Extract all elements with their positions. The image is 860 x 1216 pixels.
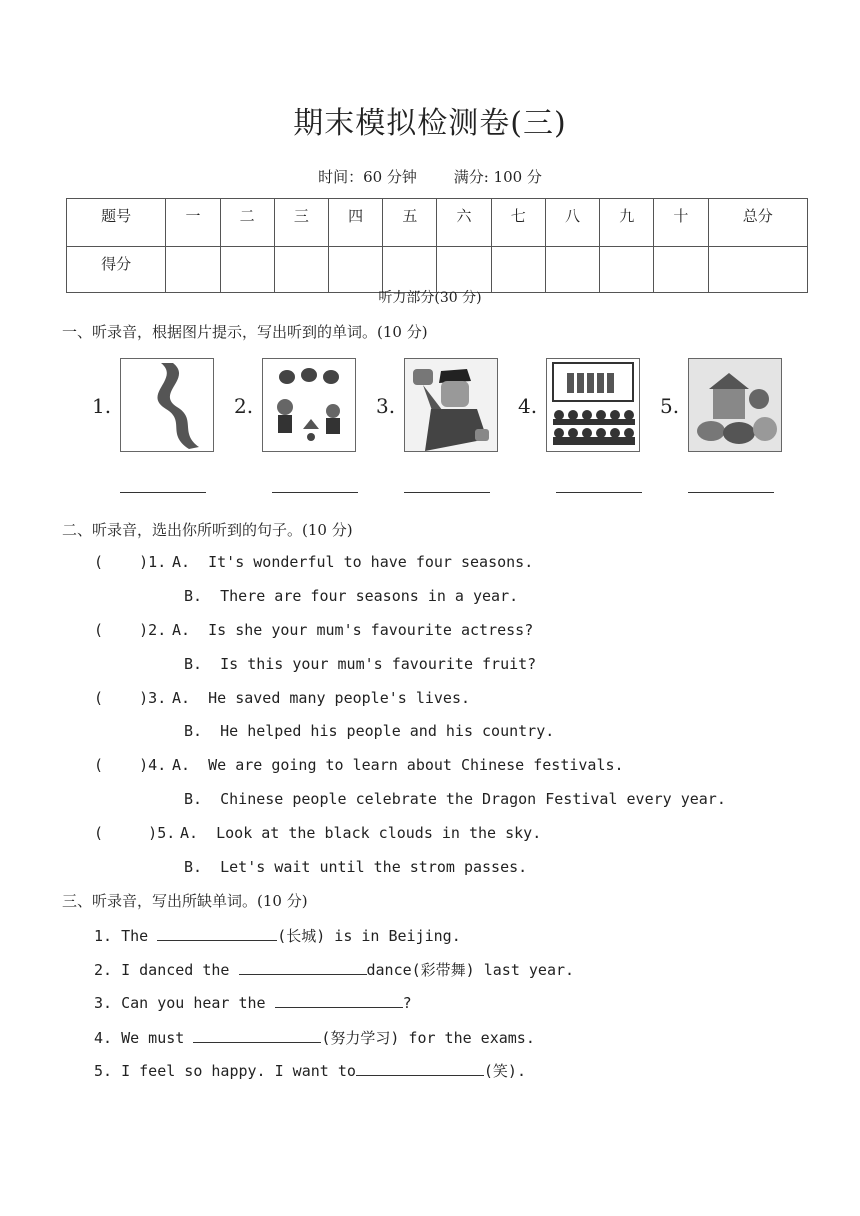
score-cell[interactable] (383, 247, 437, 293)
header-cell: 四 (329, 199, 383, 247)
fill-blank[interactable] (239, 960, 367, 975)
fill-item-before: Can you hear the (121, 994, 275, 1012)
fill-item-1 (94, 925, 461, 946)
picture-number: 1. (92, 394, 112, 418)
fill-item-before: We must (121, 1029, 194, 1047)
fill-item-after: (努力学习) for the exams. (321, 1029, 535, 1047)
fill-item-number: 5. (94, 1062, 113, 1080)
row-label: 得分 (67, 247, 166, 293)
answer-blank[interactable] (688, 492, 774, 493)
score-cell[interactable] (654, 247, 708, 293)
section2-heading: 二、听录音，选出你所听到的句子。(10 分) (62, 521, 353, 539)
fill-item-before: I danced the (121, 961, 239, 979)
question-1-prefix[interactable]: ( )1. (94, 553, 167, 571)
picture-number: 5. (660, 394, 680, 418)
answer-blank[interactable] (272, 492, 358, 493)
question-4-option-b: B. Chinese people celebrate the Dragon Festival every year. (184, 790, 726, 808)
fill-item-3 (94, 993, 412, 1012)
section1-heading: 一、听录音，根据图片提示，写出听到的单词。(10 分) (62, 323, 428, 341)
picture-number: 3. (376, 394, 396, 418)
fill-item-number: 1. (94, 927, 113, 945)
header-cell: 一 (166, 199, 220, 247)
question-4-prefix[interactable]: ( )4. (94, 756, 167, 774)
score-cell[interactable] (274, 247, 328, 293)
fill-item-2 (94, 959, 574, 980)
question-1-option-b: B. There are four seasons in a year. (184, 587, 519, 605)
header-cell: 八 (545, 199, 599, 247)
question-2-option-b: B. Is this your mum's favourite fruit? (184, 655, 537, 673)
header-cell: 题号 (67, 199, 166, 247)
question-3-option-b: B. He helped his people and his country. (184, 722, 555, 740)
header-cell: 十 (654, 199, 708, 247)
question-5-option-b: B. Let's wait until the strom passes. (184, 858, 528, 876)
fill-item-after: (笑). (483, 1062, 526, 1080)
question-2-prefix[interactable]: ( )2. (94, 621, 167, 639)
question-5-option-a: A. Look at the black clouds in the sky. (180, 824, 542, 842)
question-2-option-a: A. Is she your mum's favourite actress? (172, 621, 534, 639)
fill-item-before: The (121, 927, 158, 945)
header-cell: 二 (220, 199, 274, 247)
question-3-prefix[interactable]: ( )3. (94, 689, 167, 707)
header-cell: 七 (491, 199, 545, 247)
question-5-prefix[interactable]: ( )5. (94, 824, 176, 842)
fill-item-after: (长城) is in Beijing. (277, 927, 461, 945)
score-cell[interactable] (491, 247, 545, 293)
fill-blank[interactable] (275, 993, 403, 1008)
harvest-festival-icon (688, 358, 782, 452)
fill-item-after: ? (402, 994, 412, 1012)
score-cell[interactable] (708, 247, 807, 293)
fill-blank[interactable] (356, 1061, 484, 1076)
time-limit: 时间：60 分钟 (318, 168, 417, 186)
fill-item-number: 3. (94, 994, 113, 1012)
page-title: 期末模拟检测卷(三) (293, 106, 567, 141)
score-cell[interactable] (166, 247, 220, 293)
listening-part-label: 听力部分(30 分) (378, 290, 482, 306)
score-table-score-row (67, 247, 808, 293)
score-table (66, 198, 808, 293)
fill-item-4 (94, 1027, 535, 1048)
question-4-option-a: A. We are going to learn about Chinese festivals. (172, 756, 624, 774)
exam-meta (0, 166, 860, 187)
hero-icon (404, 358, 498, 452)
question-1-option-a: A. It's wonderful to have four seasons. (172, 553, 534, 571)
fill-item-before: I feel so happy. I want to (121, 1062, 356, 1080)
score-cell[interactable] (437, 247, 491, 293)
stage-performance-icon (546, 358, 640, 452)
fill-blank[interactable] (193, 1028, 321, 1043)
header-cell: 九 (600, 199, 654, 247)
lantern-festival-icon (262, 358, 356, 452)
question-3-option-a: A. He saved many people's lives. (172, 689, 471, 707)
fill-blank[interactable] (157, 926, 277, 941)
score-cell[interactable] (600, 247, 654, 293)
header-cell: 五 (383, 199, 437, 247)
score-table-header-row (67, 199, 808, 247)
fill-item-number: 4. (94, 1029, 113, 1047)
section3-heading: 三、听录音，写出所缺单词。(10 分) (62, 892, 308, 910)
answer-blank[interactable] (404, 492, 490, 493)
score-cell[interactable] (329, 247, 383, 293)
fill-item-number: 2. (94, 961, 113, 979)
header-cell: 三 (274, 199, 328, 247)
score-cell[interactable] (220, 247, 274, 293)
fill-item-5 (94, 1060, 526, 1081)
picture-number: 4. (518, 394, 538, 418)
header-cell: 总分 (708, 199, 807, 247)
full-score: 满分: 100 分 (453, 168, 542, 186)
answer-blank[interactable] (120, 492, 206, 493)
score-cell[interactable] (545, 247, 599, 293)
ribbon-icon (120, 358, 214, 452)
fill-item-after: dance(彩带舞) last year. (366, 961, 575, 979)
picture-row (92, 358, 792, 458)
header-cell: 六 (437, 199, 491, 247)
answer-blank[interactable] (556, 492, 642, 493)
picture-number: 2. (234, 394, 254, 418)
